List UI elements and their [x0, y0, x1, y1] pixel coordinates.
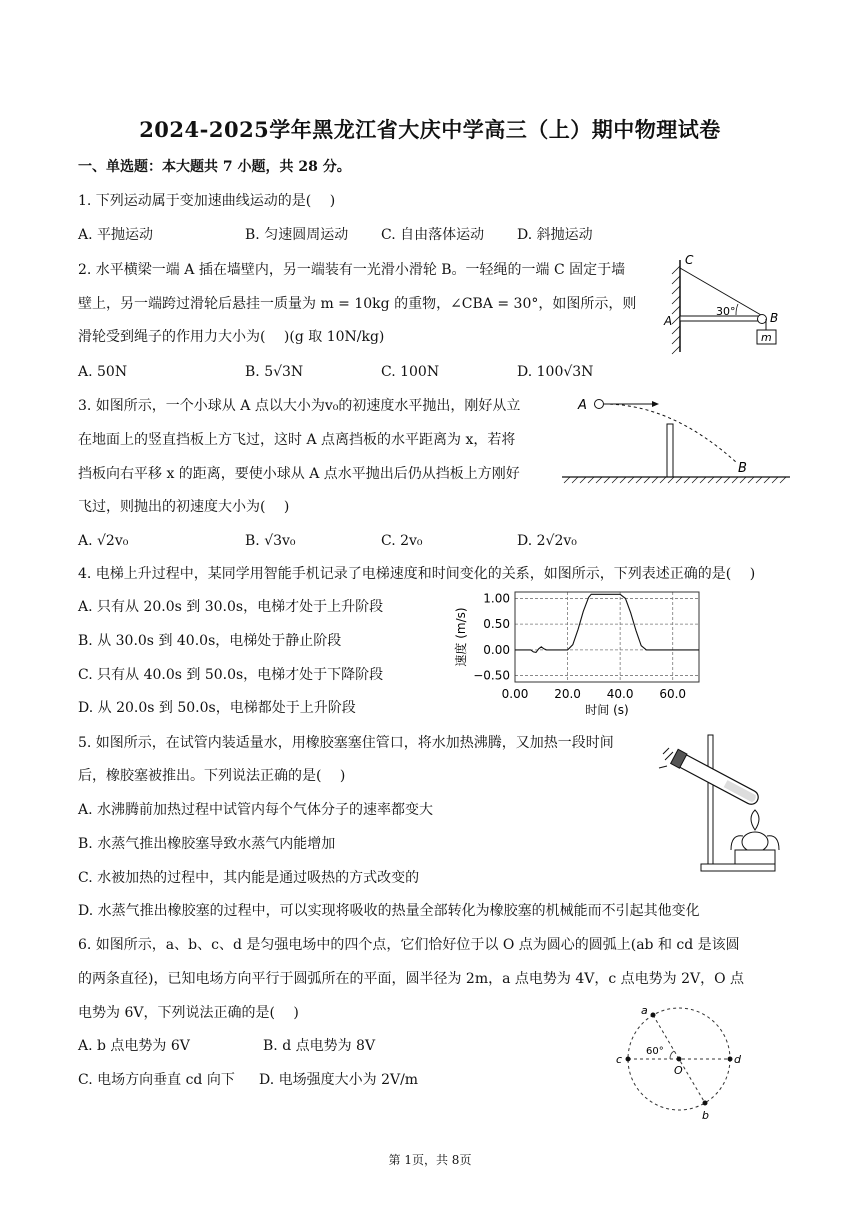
q5-option-b: B. 水蒸气推出橡胶塞导致水蒸气内能增加 [78, 836, 336, 852]
section-heading: 一、单选题：本大题共 7 小题，共 28 分。 [78, 159, 351, 175]
chart-frame [515, 592, 699, 682]
q4-stem: 4. 电梯上升过程中，某同学用智能手机记录了电梯速度和时间变化的关系，如图所示，下列表述正确的是( ) [78, 566, 756, 582]
q3-option-c: C. 2v₀ [381, 533, 423, 549]
q5-option-a: A. 水沸腾前加热过程中试管内每个气体分子的速率都变大 [78, 802, 434, 818]
q4-option-a: A. 只有从 20.0s 到 30.0s，电梯才处于上升阶段 [78, 599, 384, 615]
q3-line-2: 在地面上的竖直挡板上方飞过，这时 A 点离挡板的水平距离为 x，若将 [78, 432, 516, 448]
q6-line-3: 电势为 6V，下列说法正确的是( ) [78, 1005, 299, 1021]
q6-circle-figure [612, 1004, 747, 1124]
q3-option-a: A. √2v₀ [78, 533, 129, 549]
q1-option-b: B. 匀速圆周运动 [245, 227, 349, 243]
q4-option-c: C. 只有从 40.0s 到 50.0s，电梯才处于下降阶段 [78, 667, 384, 683]
chart-y-tick-label: 0.50 [483, 617, 510, 632]
chart-y-axis-label: 速度 (m/s) [454, 607, 468, 667]
q2-label-a: A [664, 314, 673, 328]
q2-option-d: D. 100√3N [517, 364, 594, 380]
q1-option-d: D. 斜抛运动 [517, 227, 593, 243]
q2-line-2: 壁上，另一端跨过滑轮后悬挂一质量为 m = 10kg 的重物，∠CBA = 30°，如图所示，则 [78, 296, 637, 312]
q6-label-o: O [674, 1064, 683, 1077]
q2-label-mass: m [761, 331, 772, 344]
q4-option-d: D. 从 20.0s 到 50.0s，电梯都处于上升阶段 [78, 700, 356, 716]
q3-label-a: A [578, 398, 587, 413]
q5-test-tube-figure [655, 730, 785, 880]
q5-line-1: 5. 如图所示，在试管内装适量水，用橡胶塞塞住管口，将水加热沸腾，又加热一段时间 [78, 735, 614, 751]
q2-label-angle: 30° [716, 305, 736, 318]
chart-x-tick-label: 0.00 [501, 687, 529, 701]
q3-line-1: 3. 如图所示，一个小球从 A 点以大小为v₀的初速度水平抛出，刚好从立 [78, 398, 521, 414]
chart-y-tick-label: 1.00 [483, 591, 510, 606]
q6-option-b: B. d 点电势为 8V [263, 1038, 376, 1054]
q3-option-b: B. √3v₀ [245, 533, 296, 549]
q6-option-d: D. 电场强度大小为 2V/m [259, 1072, 419, 1088]
chart-x-tick-label: 20.0 [554, 687, 581, 701]
q6-line-1: 6. 如图所示，a、b、c、d 是匀强电场中的四个点，它们恰好位于以 O 点为圆心的圆弧上(ab 和 cd 是该圆 [78, 937, 740, 953]
q6-label-d: d [734, 1053, 741, 1066]
q6-option-a: A. b 点电势为 6V [78, 1038, 190, 1054]
q5-option-c: C. 水被加热的过程中，其内能是通过吸热的方式改变的 [78, 870, 420, 886]
q6-line-2: 的两条直径)，已知电场方向平行于圆弧所在的平面，圆半径为 2m，a 点电势为 4V，c 点电势为 2V，O 点 [78, 971, 745, 987]
q4-option-b: B. 从 30.0s 到 40.0s，电梯处于静止阶段 [78, 633, 342, 649]
chart-grid [515, 592, 699, 682]
chart-x-axis-label: 时间 (s) [585, 703, 629, 717]
chart-y-tick-label: 0.00 [483, 642, 510, 657]
q2-line-3: 滑轮受到绳子的作用力大小为( )(g 取 10N/kg) [78, 329, 385, 345]
q3-line-3: 挡板向右平移 x 的距离，要使小球从 A 点水平抛出后仍从挡板上方刚好 [78, 466, 520, 482]
q1-stem: 1. 下列运动属于变加速曲线运动的是( ) [78, 193, 336, 209]
q6-label-c: c [616, 1053, 623, 1066]
q2-option-b: B. 5√3N [245, 364, 304, 380]
q3-line-4: 飞过，则抛出的初速度大小为( ) [78, 499, 290, 515]
q1-option-a: A. 平抛运动 [78, 227, 154, 243]
q4-velocity-chart [448, 584, 708, 719]
q2-label-c: C [685, 253, 694, 267]
q3-label-b: B [738, 461, 747, 476]
q6-label-angle: 60° [646, 1046, 664, 1057]
q2-label-b: B [770, 311, 779, 325]
q6-label-a: a [641, 1004, 648, 1017]
chart-series-line [515, 594, 699, 652]
q5-option-d: D. 水蒸气推出橡胶塞的过程中，可以实现将吸收的热量全部转化为橡胶塞的机械能而不引起其他变化 [78, 903, 700, 919]
page-title: 2024-2025学年黑龙江省大庆中学高三（上）期中物理试卷 [139, 117, 721, 142]
q3-option-d: D. 2√2v₀ [517, 533, 577, 549]
q5-line-2: 后，橡胶塞被推出。下列说法正确的是( ) [78, 768, 346, 784]
q6-label-b: b [702, 1109, 709, 1122]
page-footer: 第 1页，共 8页 [388, 1153, 472, 1167]
chart-y-tick-label: −0.50 [473, 668, 510, 683]
q2-line-1: 2. 水平横梁一端 A 插在墙壁内，另一端装有一光滑小滑轮 B。一轻绳的一端 C 固定于墙 [78, 262, 626, 278]
q1-option-c: C. 自由落体运动 [381, 227, 485, 243]
q6-option-c: C. 电场方向垂直 cd 向下 [78, 1072, 235, 1088]
q2-figure [658, 252, 788, 357]
q2-option-c: C. 100N [381, 364, 440, 380]
chart-x-tick-label: 40.0 [606, 687, 634, 701]
chart-x-tick-label: 60.0 [659, 687, 687, 701]
q2-option-a: A. 50N [78, 364, 128, 380]
q3-figure [562, 390, 792, 490]
ground-hatch [564, 477, 786, 483]
